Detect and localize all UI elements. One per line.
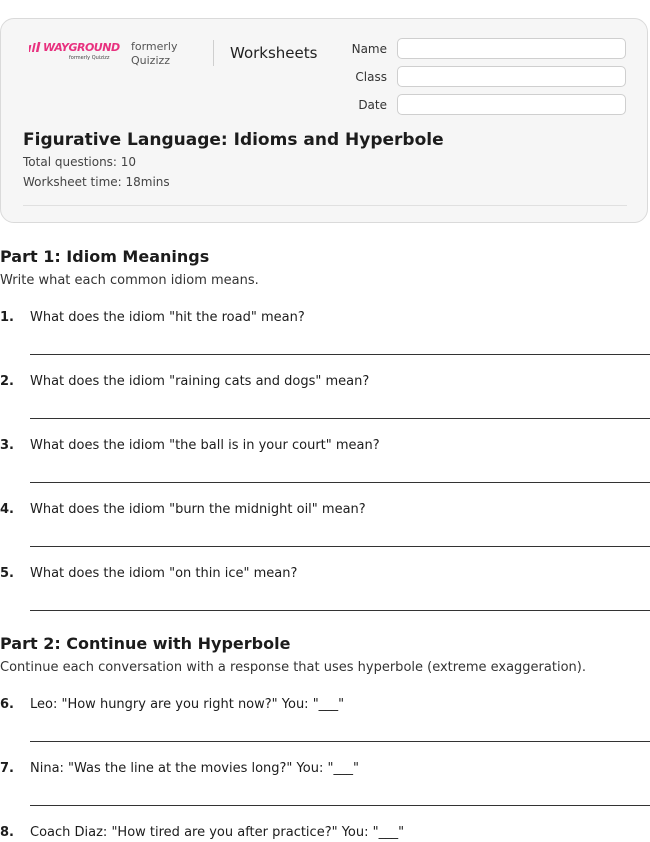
class-label: Class (355, 70, 387, 84)
question-text: What does the idiom "raining cats and dogs" mean? (30, 374, 370, 389)
part2-title: Part 2: Continue with Hyperbole (0, 634, 291, 653)
worksheet-title: Figurative Language: Idioms and Hyperbole (23, 130, 444, 150)
question-number: 2. (0, 374, 14, 389)
question-number: 3. (0, 438, 14, 453)
total-questions: Total questions: 10 (23, 155, 137, 169)
question-number: 4. (0, 502, 14, 517)
question-text: What does the idiom "on thin ice" mean? (30, 566, 298, 581)
answer-line[interactable] (30, 546, 650, 547)
answer-line[interactable] (30, 354, 650, 355)
question-text: What does the idiom "burn the midnight oil" mean? (30, 502, 366, 517)
name-label: Name (351, 42, 387, 56)
formerly-quizizz-text: formerly Quizizz (131, 40, 178, 67)
logo-mark-icon (29, 42, 43, 52)
question-text: Nina: "Was the line at the movies long?" You: "___" (30, 761, 359, 776)
answer-line[interactable] (30, 418, 650, 419)
worksheets-label: Worksheets (230, 44, 318, 62)
question-text: What does the idiom "the ball is in your court" mean? (30, 438, 380, 453)
part1-instructions: Write what each common idiom means. (0, 273, 259, 288)
question-number: 7. (0, 761, 14, 776)
answer-line[interactable] (30, 610, 650, 611)
answer-line[interactable] (30, 805, 650, 806)
logo-wordmark: WAYGROUND (43, 41, 120, 54)
part1-title: Part 1: Idiom Meanings (0, 247, 210, 266)
wayground-logo (29, 41, 120, 65)
question-number: 8. (0, 825, 14, 840)
question-text: What does the idiom "hit the road" mean? (30, 310, 305, 325)
question-text: Leo: "How hungry are you right now?" You: "___" (30, 697, 345, 712)
class-field[interactable] (397, 66, 626, 87)
worksheet-time: Worksheet time: 18mins (23, 175, 170, 189)
date-label: Date (358, 98, 387, 112)
answer-line[interactable] (30, 741, 650, 742)
part2-instructions: Continue each conversation with a response that uses hyperbole (extreme exaggeration). (0, 660, 586, 675)
name-field[interactable] (397, 38, 626, 59)
answer-line[interactable] (30, 482, 650, 483)
date-field[interactable] (397, 94, 626, 115)
header-bottom-divider (23, 205, 627, 206)
question-number: 6. (0, 697, 14, 712)
question-number: 1. (0, 310, 14, 325)
question-number: 5. (0, 566, 14, 581)
logo-subtext: formerly Quizizz (69, 55, 110, 61)
question-text: Coach Diaz: "How tired are you after practice?" You: "___" (30, 825, 405, 840)
header-divider (213, 40, 214, 66)
